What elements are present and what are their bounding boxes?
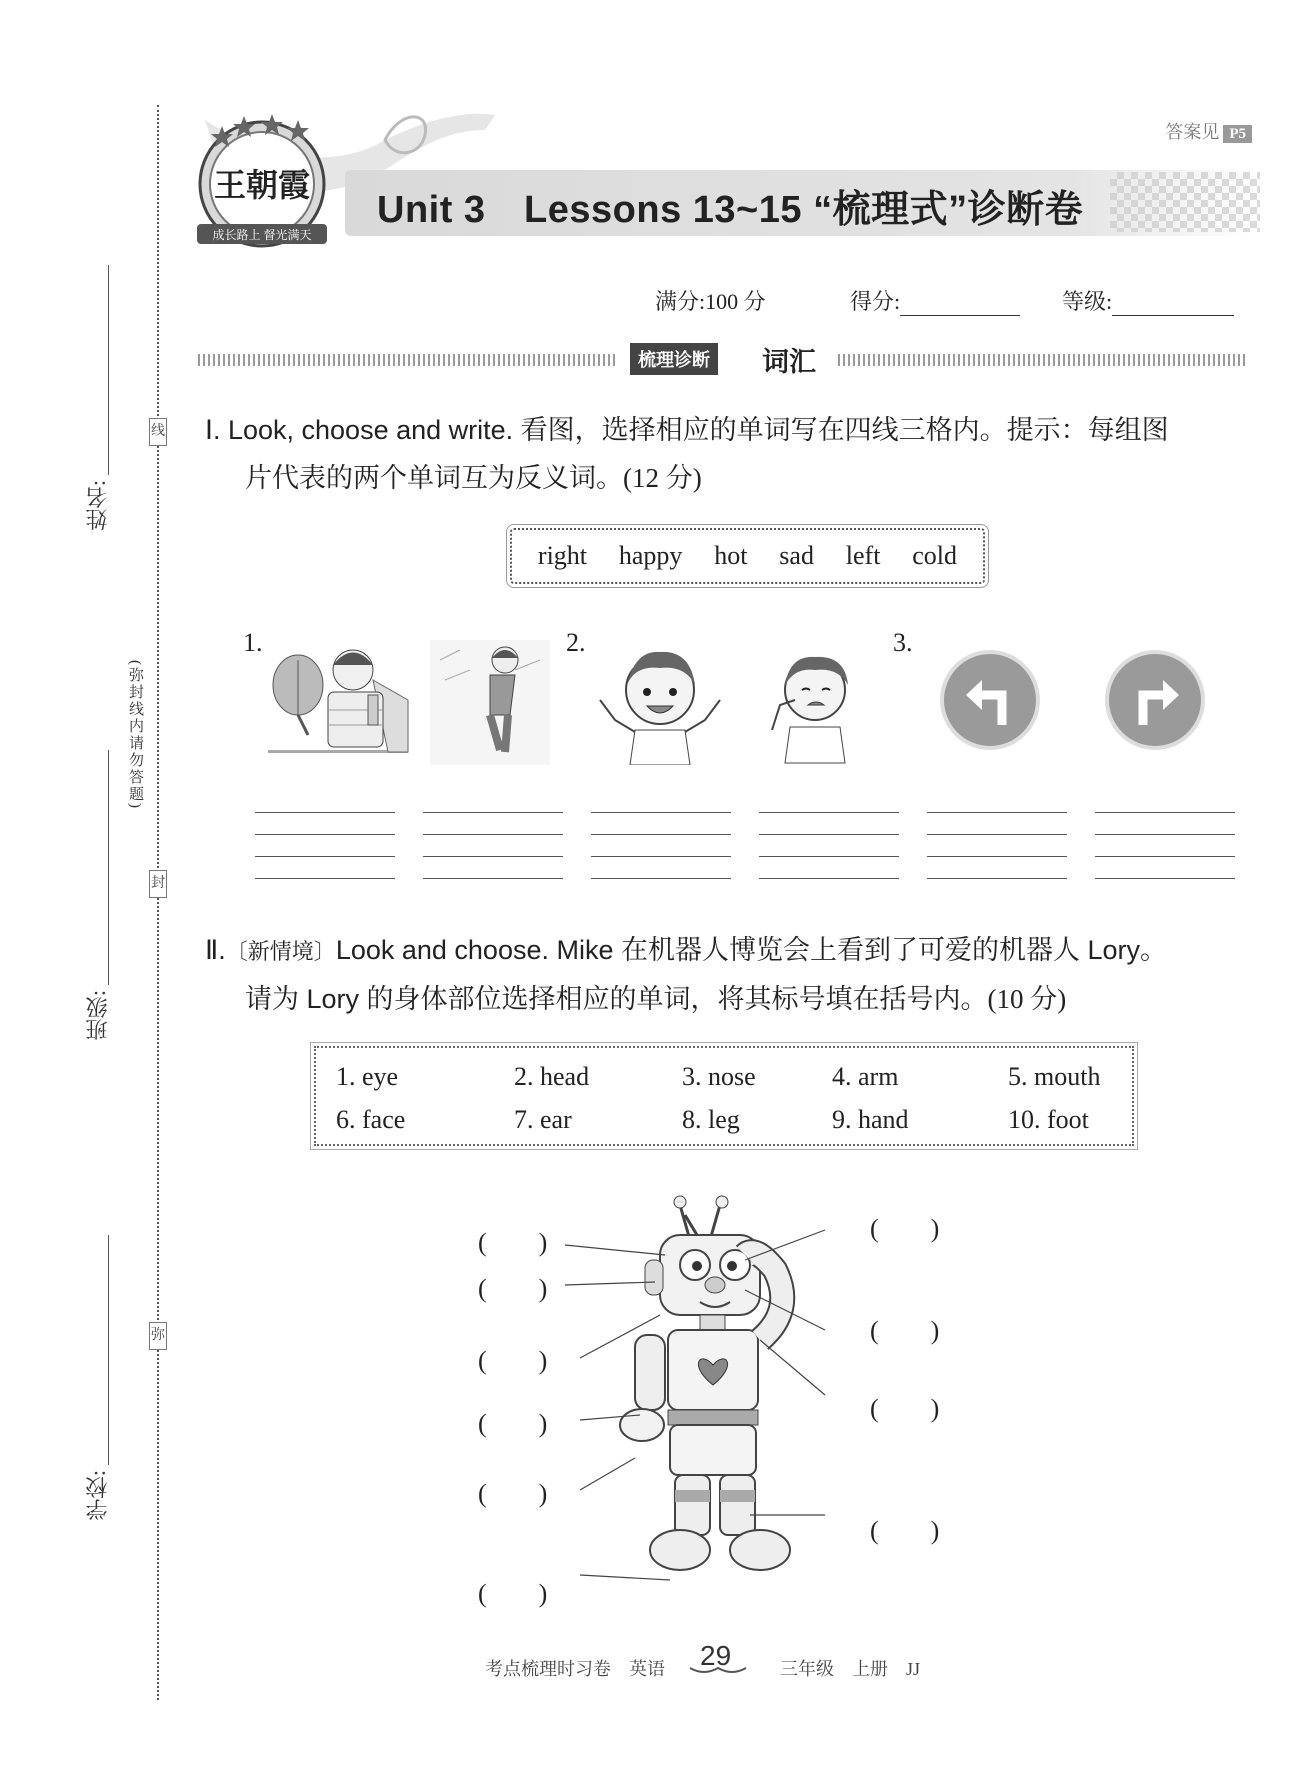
logo-name: 王朝霞 xyxy=(214,166,311,204)
answer-ref-text: 答案见 xyxy=(1165,122,1220,142)
answer-blank[interactable]: ( ) xyxy=(478,1274,548,1303)
grade-label: 等级: xyxy=(1062,289,1113,314)
body-option: 7. ear xyxy=(514,1105,572,1134)
word-option: happy xyxy=(618,541,683,570)
name-line xyxy=(108,265,109,475)
answer-blank[interactable]: ( ) xyxy=(478,1228,548,1257)
body-option: 2. head xyxy=(514,1062,590,1091)
writing-grid[interactable] xyxy=(927,812,1067,882)
q2-instruction-text: Look and choose. Mike 在机器人博览会上看到了可爱的机器人 Lory。 xyxy=(335,935,1168,965)
q2-instruction-line2 xyxy=(245,977,1066,1016)
body-option: 3. nose xyxy=(682,1062,756,1091)
writing-grid[interactable] xyxy=(591,812,731,882)
writing-grid[interactable] xyxy=(759,812,899,882)
name-label: 姓名: xyxy=(85,480,110,531)
happy-boy-picture xyxy=(595,640,725,765)
q1-word-box xyxy=(510,528,985,584)
grade-blank[interactable] xyxy=(1112,294,1234,316)
body-option: 6. face xyxy=(336,1105,406,1134)
left-turn-sign-icon xyxy=(940,650,1040,750)
binding-line xyxy=(157,105,159,1700)
hot-boy-picture xyxy=(268,640,413,760)
writing-grid[interactable] xyxy=(423,812,563,882)
word-option: right xyxy=(537,541,588,570)
page-number: 29 xyxy=(700,1640,732,1671)
answer-blank[interactable]: ( ) xyxy=(870,1516,940,1545)
score-field[interactable] xyxy=(850,285,1020,316)
q1-points: (12 分) xyxy=(623,463,702,493)
section-divider-left xyxy=(198,354,618,366)
answer-blank[interactable]: ( ) xyxy=(478,1479,548,1508)
answer-reference xyxy=(1165,118,1252,144)
section-tag: 梳理诊断 xyxy=(630,343,718,375)
class-label: 班级: xyxy=(85,990,110,1041)
picture-group-number: 1. xyxy=(243,628,263,657)
section-name: 词汇 xyxy=(762,347,816,377)
full-score: 满分:100 分 xyxy=(655,289,766,314)
label-lines xyxy=(560,1190,880,1610)
q2-new-context-tag: 〔新情境〕 xyxy=(225,939,336,964)
picture-group-number: 3. xyxy=(893,628,913,657)
q2-number: Ⅱ. xyxy=(205,935,226,965)
right-turn-sign-icon xyxy=(1105,650,1205,750)
word-option: cold xyxy=(912,541,958,570)
picture-group-number: 2. xyxy=(566,628,586,657)
class-line xyxy=(108,750,109,985)
score-blank[interactable] xyxy=(900,294,1020,316)
cold-boy-picture xyxy=(430,640,550,765)
body-option: 9. hand xyxy=(832,1105,909,1134)
word-option: sad xyxy=(779,541,814,570)
school-label: 学校: xyxy=(85,1470,110,1521)
logo-slogan: 成长路上 督光满天 xyxy=(212,228,312,242)
publisher-logo xyxy=(192,112,332,252)
seal-note: (弥封线内请勿答题) xyxy=(127,660,143,810)
answer-blank[interactable]: ( ) xyxy=(870,1316,940,1345)
grade-field[interactable] xyxy=(1062,285,1234,316)
body-option: 8. leg xyxy=(682,1105,740,1134)
answer-blank[interactable]: ( ) xyxy=(870,1394,940,1423)
answer-blank[interactable]: ( ) xyxy=(478,1346,548,1375)
q2-instruction-text2: 请为 Lory 的身体部位选择相应的单词，将其标号填在括号内。 xyxy=(245,984,988,1014)
page-title: Unit 3 Lessons 13~15 “梳理式”诊断卷 xyxy=(377,189,1084,231)
answer-blank[interactable]: ( ) xyxy=(478,1409,548,1438)
body-option: 4. arm xyxy=(832,1062,899,1091)
section-divider-right xyxy=(838,354,1248,366)
q2-points: (10 分) xyxy=(987,984,1067,1014)
word-option: hot xyxy=(714,541,748,570)
body-option: 1. eye xyxy=(336,1062,399,1091)
q1-instruction-line1: Ⅰ. Look, choose and write. 看图，选择相应的单词写在四线三格内。提示：每组图 xyxy=(205,415,1169,445)
answer-ref-page: P5 xyxy=(1223,125,1252,143)
sad-boy-picture xyxy=(760,645,860,765)
footer-book-title: 考点梳理时习卷 英语 xyxy=(485,1659,665,1679)
line-mark: 线 xyxy=(149,418,167,446)
q1-instruction-text: 片代表的两个单词互为反义词。 xyxy=(245,463,623,493)
footer-grade: 三年级 上册 JJ xyxy=(780,1659,921,1679)
q1-instruction-line2 xyxy=(245,456,702,495)
body-option: 5. mouth xyxy=(1008,1062,1101,1091)
answer-blank[interactable]: ( ) xyxy=(870,1214,940,1243)
writing-grid[interactable] xyxy=(255,812,395,882)
word-option: left xyxy=(845,541,881,570)
answer-blank[interactable]: ( ) xyxy=(478,1579,548,1608)
seal-mark: 封 xyxy=(149,870,167,898)
checker-pattern xyxy=(1110,172,1260,232)
writing-grid[interactable] xyxy=(1095,812,1235,882)
q2-instruction-line1 xyxy=(205,928,1167,967)
body-option: 10. foot xyxy=(1008,1105,1089,1134)
score-label: 得分: xyxy=(850,289,901,314)
school-line xyxy=(108,1235,109,1465)
mi-mark: 弥 xyxy=(149,1322,167,1350)
